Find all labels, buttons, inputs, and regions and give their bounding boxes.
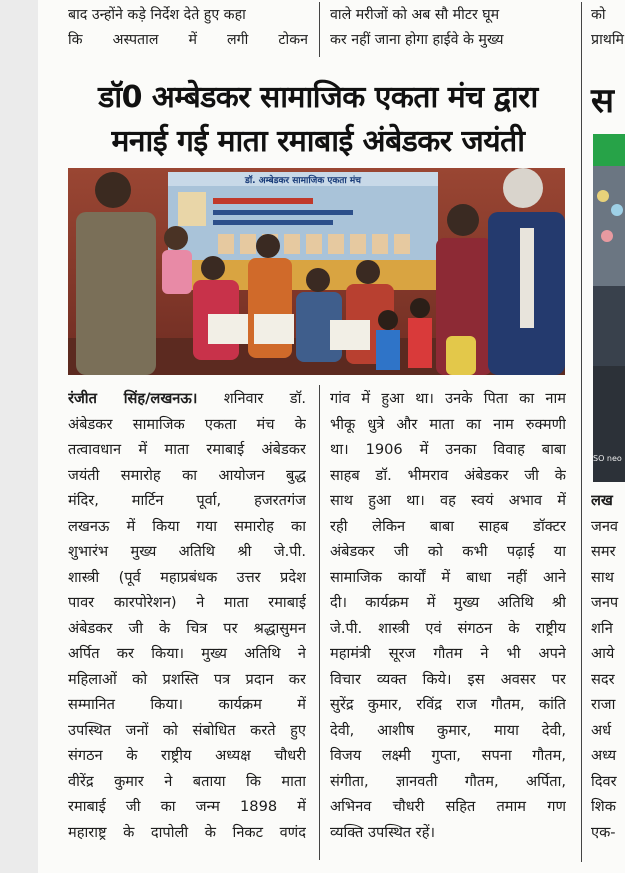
text-line: साथ हुआ था। वह स्वयं अभाव में xyxy=(330,492,566,509)
text-line: अर्पित कर किया। मुख्य अतिथि ने xyxy=(68,645,306,662)
text-line: अंबेडकर जी के चित्र पर श्रद्धासुमन xyxy=(68,619,306,637)
text-line: वाले मरीजों को अब सौ मीटर घूम xyxy=(330,7,500,23)
previous-article-col2 xyxy=(330,3,568,53)
text-line: व्यक्ति उपस्थित रहें। xyxy=(330,823,435,841)
text-line: उपस्थित जनों को संबोधित करते हुए xyxy=(68,721,306,739)
neighbor-headline: स xyxy=(591,81,614,121)
text-line: भीकू धुत्रे और माता का नाम रुक्मणी xyxy=(330,415,566,433)
text-fragment: शनिवार डॉ. xyxy=(223,390,306,407)
previous-article-col3 xyxy=(591,3,625,53)
neighbor-article-text xyxy=(591,488,625,873)
column-divider xyxy=(581,2,582,862)
text-line: गांव में हुआ था। उनके पिता का नाम xyxy=(330,390,566,407)
photo-caption: SO neo xyxy=(593,454,622,463)
text-line: सदर xyxy=(591,670,615,688)
text-line: शनि xyxy=(591,619,613,637)
article-headline xyxy=(68,76,568,164)
text-line: विचार व्यक्त किये। इस अवसर पर xyxy=(330,670,566,688)
previous-article-col1 xyxy=(68,3,308,53)
text-line: सामाजिक कार्यों में बाधा नहीं आने xyxy=(330,568,566,586)
text-line: अंबेडकर जी को कभी पढ़ाई या xyxy=(330,543,566,560)
text-line: विजय लक्ष्मी गुप्ता, सपना गौतम, xyxy=(330,747,566,764)
text-line: जनप xyxy=(591,594,619,611)
text-line: कर नहीं जाना होगा हाईवे के मुख्य xyxy=(330,32,504,48)
text-line: एक- xyxy=(591,823,616,841)
text-line: लख xyxy=(591,492,613,509)
headline-line-1: डॉ0 अम्बेडकर सामाजिक एकता मंच द्वारा xyxy=(98,80,538,115)
byline: रंजीत सिंह/लखनऊ। xyxy=(68,390,198,407)
text-line: को xyxy=(591,7,606,23)
banner-text: डॉ. अम्बेडकर सामाजिक एकता मंच xyxy=(245,176,361,186)
article-column-1 xyxy=(68,386,306,845)
column-divider xyxy=(319,385,320,860)
text-line: अध्य xyxy=(591,747,617,764)
text-line: संगठन के राष्ट्रीय अध्यक्ष चौधरी xyxy=(68,747,306,764)
column-divider xyxy=(319,2,320,57)
text-line: जयंती समारोह का आयोजन बुद्ध xyxy=(68,466,306,484)
text-line xyxy=(68,386,306,412)
text-line: कि अस्पताल में लगी टोकन xyxy=(68,32,308,48)
text-line: साहब डॉ. भीमराव अंबेडकर जी के xyxy=(330,466,566,484)
headline-line-2: मनाई गई माता रमाबाई अंबेडकर जयंती xyxy=(111,124,525,159)
text-line: अर्ध xyxy=(591,721,612,739)
text-line: साथ xyxy=(591,568,614,586)
text-line: अंबेडकर सामाजिक एकता मंच के xyxy=(68,415,306,433)
text-line: संगीता, ज्ञानवती गौतम, अर्पिता, xyxy=(330,772,566,790)
neighbor-photo xyxy=(593,166,625,482)
article-column-2 xyxy=(330,386,566,845)
text-line: अभिनव चौधरी सहित तमाम गण xyxy=(330,798,566,815)
text-line: सम्मानित किया। कार्यक्रम में xyxy=(68,696,306,713)
neighbor-green-block xyxy=(593,134,625,166)
text-line: पावर कारपोरेशन) ने माता रमाबाई xyxy=(68,594,306,611)
text-line: देवी, आशीष कुमार, माया देवी, xyxy=(330,721,566,739)
text-line: समर xyxy=(591,543,616,560)
text-line: बाद उन्होंने कड़े निर्देश देते हुए कहा xyxy=(68,7,246,23)
text-line: जनव xyxy=(591,517,619,535)
event-photo xyxy=(68,168,565,375)
text-line: महिलाओं को प्रशस्ति पत्र प्रदान कर xyxy=(68,670,306,688)
text-line: तत्वावधान में माता रमाबाई अंबेडकर xyxy=(68,441,306,458)
text-line: वीरेंद्र कुमार ने बताया कि माता xyxy=(68,772,306,790)
text-line: था। 1906 में उनका विवाह बाबा xyxy=(330,441,566,458)
text-line: रही लेकिन बाबा साहब डॉक्टर xyxy=(330,517,566,535)
next-headline-cutoff xyxy=(120,864,560,873)
text-line: महाराष्ट्र के दापोली के निकट वणंद xyxy=(68,823,306,841)
text-line: रमाबाई जी का जन्म 1898 में xyxy=(68,798,306,815)
text-line: लखनऊ में किया गया समारोह का xyxy=(68,517,306,535)
text-line: आये xyxy=(591,645,615,662)
text-line: दी। कार्यक्रम में मुख्य अतिथि श्री xyxy=(330,594,566,611)
text-line: शुभारंभ मुख्य अतिथि श्री जे.पी. xyxy=(68,543,306,560)
text-line: शास्त्री (पूर्व महाप्रबंधक उत्तर प्रदेश xyxy=(68,568,306,586)
text-line: राजा xyxy=(591,696,616,713)
text-line: प्राथमि xyxy=(591,32,624,48)
text-line: मंदिर, मार्टिन पूर्वा, हजरतगंज xyxy=(68,492,306,509)
page-margin xyxy=(0,0,38,873)
text-line: सुरेंद्र कुमार, रविंद्र राज गौतम, कांति xyxy=(330,696,566,713)
text-line: महामंत्री सूरज गौतम ने भी अपने xyxy=(330,645,566,662)
text-line: दिवर xyxy=(591,772,617,790)
text-line: जे.पी. शास्त्री एवं संगठन के राष्ट्रीय xyxy=(330,619,566,637)
text-line: शिक xyxy=(591,798,616,815)
